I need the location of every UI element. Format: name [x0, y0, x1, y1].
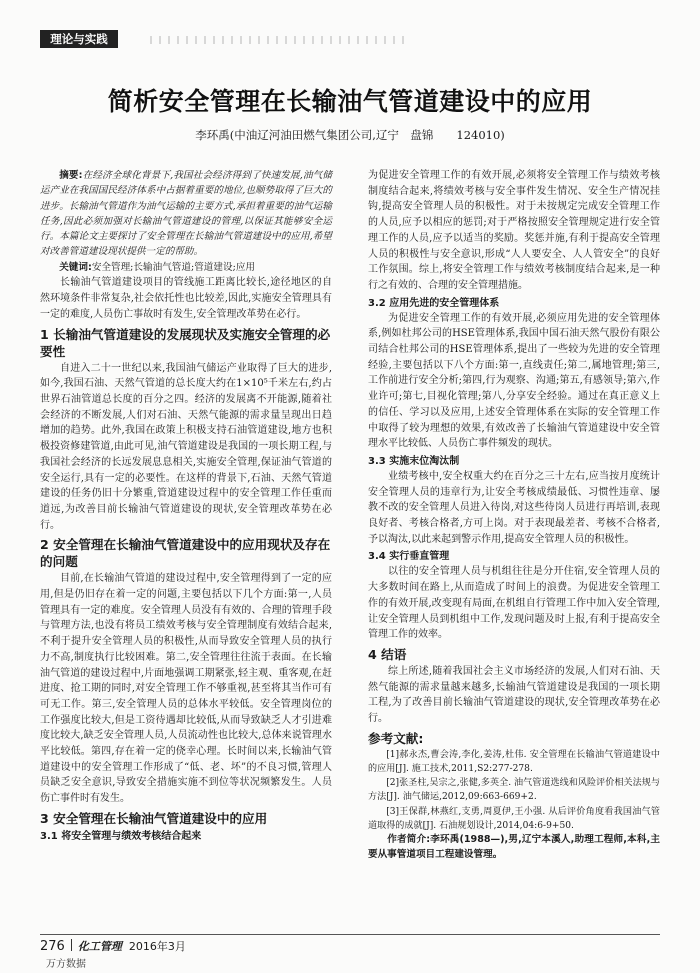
- abstract-label: 摘要:: [59, 170, 83, 181]
- section-3-2-heading: 3.2 应用先进的安全管理体系: [368, 297, 500, 309]
- section-3-1-heading: 3.1 将安全管理与绩效考核结合起来: [40, 830, 202, 842]
- author-bio: [368, 833, 660, 862]
- keywords-text: 安全管理;长输油气管道;管道建设;应用: [91, 261, 256, 273]
- footer-rule: [40, 934, 660, 935]
- issue-date: 2016年3月: [128, 940, 186, 953]
- section-3-heading: 3 安全管理在长输油气管道建设中的应用: [40, 810, 268, 826]
- keywords-label: 关键词:: [59, 261, 92, 273]
- header-decoration: [150, 36, 410, 44]
- section-3-4-paragraph: 以往的安全管理人员与机组往往是分开住宿,安全管理人员的大多数时间在路上,从而造成了时间上的浪费。为促进安全管理工作的有效开展,改变现有局面,在机组自行管理工作中加入安全管理,让安全管理人员到机组中工作,发现问题及时上报,有利于提高安全管理工作的效率。: [368, 566, 660, 641]
- database-watermark: 万方数据: [46, 959, 86, 970]
- section-3-1-paragraph: 为促进安全管理工作的有效开展,必须将安全管理工作与绩效考核制度结合起来,将绩效考核与安全事件发生情况、安全生产情况挂钩,提高安全管理人员的积极性。对于未按规定完成安全管理工作的人员,应予以相应的惩罚;对于严格按照安全管理规定进行安全管理工作的人员,应予以适当的奖励。奖惩并施,有利于提高安全管理人员的积极性与安全意识,形成“人人要安全、人人管安全”的良好工作氛围。综上,将安全管理工作与绩效考核制度结合起来,是一种行之有效的、合理的安全管理措施。: [368, 170, 660, 291]
- section-3-2-paragraph: 为促进安全管理工作的有效开展,必须应用先进的安全管理体系,例如杜邦公司的HSE管理体系,我国中国石油天然气股份有限公司结合杜邦公司的HSE管理体系,提出了一些较为先进的安全管理经验,主要包括以下八个方面:第一,直线责任;第二,属地管理;第三,工作前进行安全分析;第四,行为观察、沟通;第五,有感领导;第六,作业许可;第七,目视化管理;第八,分享安全经验。通过在真正意义上的信任、学习以及应用,上述安全管理体系在实际的安全管理工作中取得了较为理想的效果,有效改善了长输油气管道建设中安全管理水平比较低、人员伤亡事件频发的现状。: [368, 312, 660, 450]
- reference-item: [2]张圣柱,吴宗之,张健,多英全. 油气管道选线和风险评价相关法规与方法[J]. 油气储运,2012,09:663-669+2.: [368, 778, 660, 803]
- footer-separator: [71, 939, 72, 951]
- page-footer: [40, 938, 186, 954]
- section-3-3-paragraph: 业绩考核中,安全权重大约在百分之三十左右,应当按月度统计安全管理人员的违章行为,让安全考核成绩最低、习惯性违章、屡教不改的安全管理人员进入待岗,对这些待岗人员进行再培训,表现良好者、考核合格者,方可上岗。对于表现最差者、考核不合格者,予以淘汰,以此来起到警示作用,提高安全管理人员的积极性。: [368, 470, 660, 545]
- section-tag: 理论与实践: [40, 30, 118, 48]
- section-4-paragraph: 综上所述,随着我国社会主义市场经济的发展,人们对石油、天然气能源的需求量越来越多,长输油气管道建设是我国的一项长期工程,为了改善目前长输油气管道建设的现状,安全管理改革势在必行。: [368, 665, 660, 725]
- section-1-heading: 1 长输油气管道建设的发展现状及实施安全管理的必要性: [40, 326, 331, 359]
- intro-paragraph: 长输油气管道建设项目的管线施工距离比较长,途径地区的自然环境条件非常复杂,社会依托性也比较差,因此,实施安全管理具有一定的难度,人员伤亡事故时有发生,安全管理改革势在必行。: [40, 277, 332, 320]
- section-2-heading: 2 安全管理在长输油气管道建设中的应用现状及存在的问题: [40, 537, 331, 570]
- bio-text: 李环禹(1988—),男,辽宁本溪人,助理工程师,本科,主要从事管道项目工程建设管理。: [368, 834, 660, 860]
- section-1-paragraph: 自进入二十一世纪以来,我国油气储运产业取得了巨大的进步,如今,我国石油、天然气管道的总长度大约在1×10⁵千米左右,约占世界石油管道总长度的百分之四。经济的发展离不开能源,随着社会经济的不断发展,人们对石油、天然气能源的需求量呈现出日趋增加的趋势。此外,我国在政策上积极支持石油管道建设,地方也积极投资修建管道,由此可见,油气管道建设是我国的一项长期工程,与我国社会经济的长远发展息息相关,实施安全管理,保证油气管道的安全运行,具有一定的必要性。在这样的背景下,石油、天然气管道建设的任务仍旧十分繁重,管道建设过程中的安全管理工作任重而道远,为改善目前长输油气管道建设的现状,安全管理改革势在必行。: [40, 362, 332, 531]
- left-column: [40, 168, 332, 844]
- section-3-3-heading: 3.3 实施末位淘汰制: [368, 455, 460, 467]
- abstract-text: 在经济全球化背景下,我国社会经济得到了快速发展,油气储运产业在我国国民经济体系中占据着重要的地位,也顺势取得了巨大的进步。长输油气管道作为油气运输的主要方式,承担着重要的油气运输任务,因此必须加强对长输油气管道建设的管理,以保证其能够安全运行。本篇论文主要探讨了安全管理在长输油气管道建设中的应用,希望对改善管道建设现状提供一定的帮助。: [40, 170, 332, 258]
- abstract: [40, 168, 332, 260]
- author-line: 李环禹(中油辽河油田燃气集团公司,辽宁 盘锦 124010): [195, 128, 505, 142]
- journal-name: 化工管理: [77, 940, 122, 953]
- article-title: 简析安全管理在长输油气管道建设中的应用: [107, 87, 593, 116]
- page-number: 276: [40, 939, 65, 954]
- reference-item: [1]郝永杰,曹会涛,李化,姜涛,杜伟. 安全管理在长输油气管道建设中的应用[J]. 施工技术,2011,S2:277-278.: [368, 749, 660, 774]
- section-3-4-heading: 3.4 实行垂直管理: [368, 551, 450, 563]
- section-2-paragraph: 目前,在长输油气管道的建设过程中,安全管理得到了一定的应用,但是仍旧存在着一定的问题,主要包括以下几个方面:第一,人员管理具有一定的难度。安全管理人员没有有效的、合理的管理手段与管理方法,也没有将员工绩效考核与安全管理制度有效结合起来,不利于提升安全管理人员的积极性,从而导致安全管理人员的执行力不高,制度执行比较困难。第二,安全管理往往流于表面。在长输油气管道的建设过程中,片面地强调工期紧张,轻主观、重客观,在赶进度、抢工期的同时,对安全管理工作不够重视,甚至将其当作可有可无工作。第三,安全管理人员的总体水平较低。安全管理岗位的工作强度比较大,但是工资待遇却比较低,从而导致缺乏人才引进难度比较大,缺乏安全管理人员,人员流动性也比较大,总体来说管理水平比较低。第四,存在着一定的侥幸心理。长时间以来,长输油气管道建设中的安全管理工作形成了“低、老、坏”的不良习惯,管理人员缺乏安全意识,导致安全措施实施不到位等状况频繁发生。人员伤亡事件时有发生。: [40, 573, 332, 805]
- reference-list: [368, 748, 660, 833]
- reference-item: [3]王保群,林燕红,支勇,周夏伊,王小强. 从后评价角度看我国油气管道取得的成就[J]. 石油规划设计,2014,04:6-9+50.: [368, 806, 660, 831]
- right-column: [368, 168, 660, 862]
- keywords: [40, 260, 332, 276]
- section-4-heading: 4 结语: [368, 646, 407, 662]
- bio-label: 作者简介:: [387, 834, 431, 846]
- references-heading: 参考文献:: [368, 730, 424, 746]
